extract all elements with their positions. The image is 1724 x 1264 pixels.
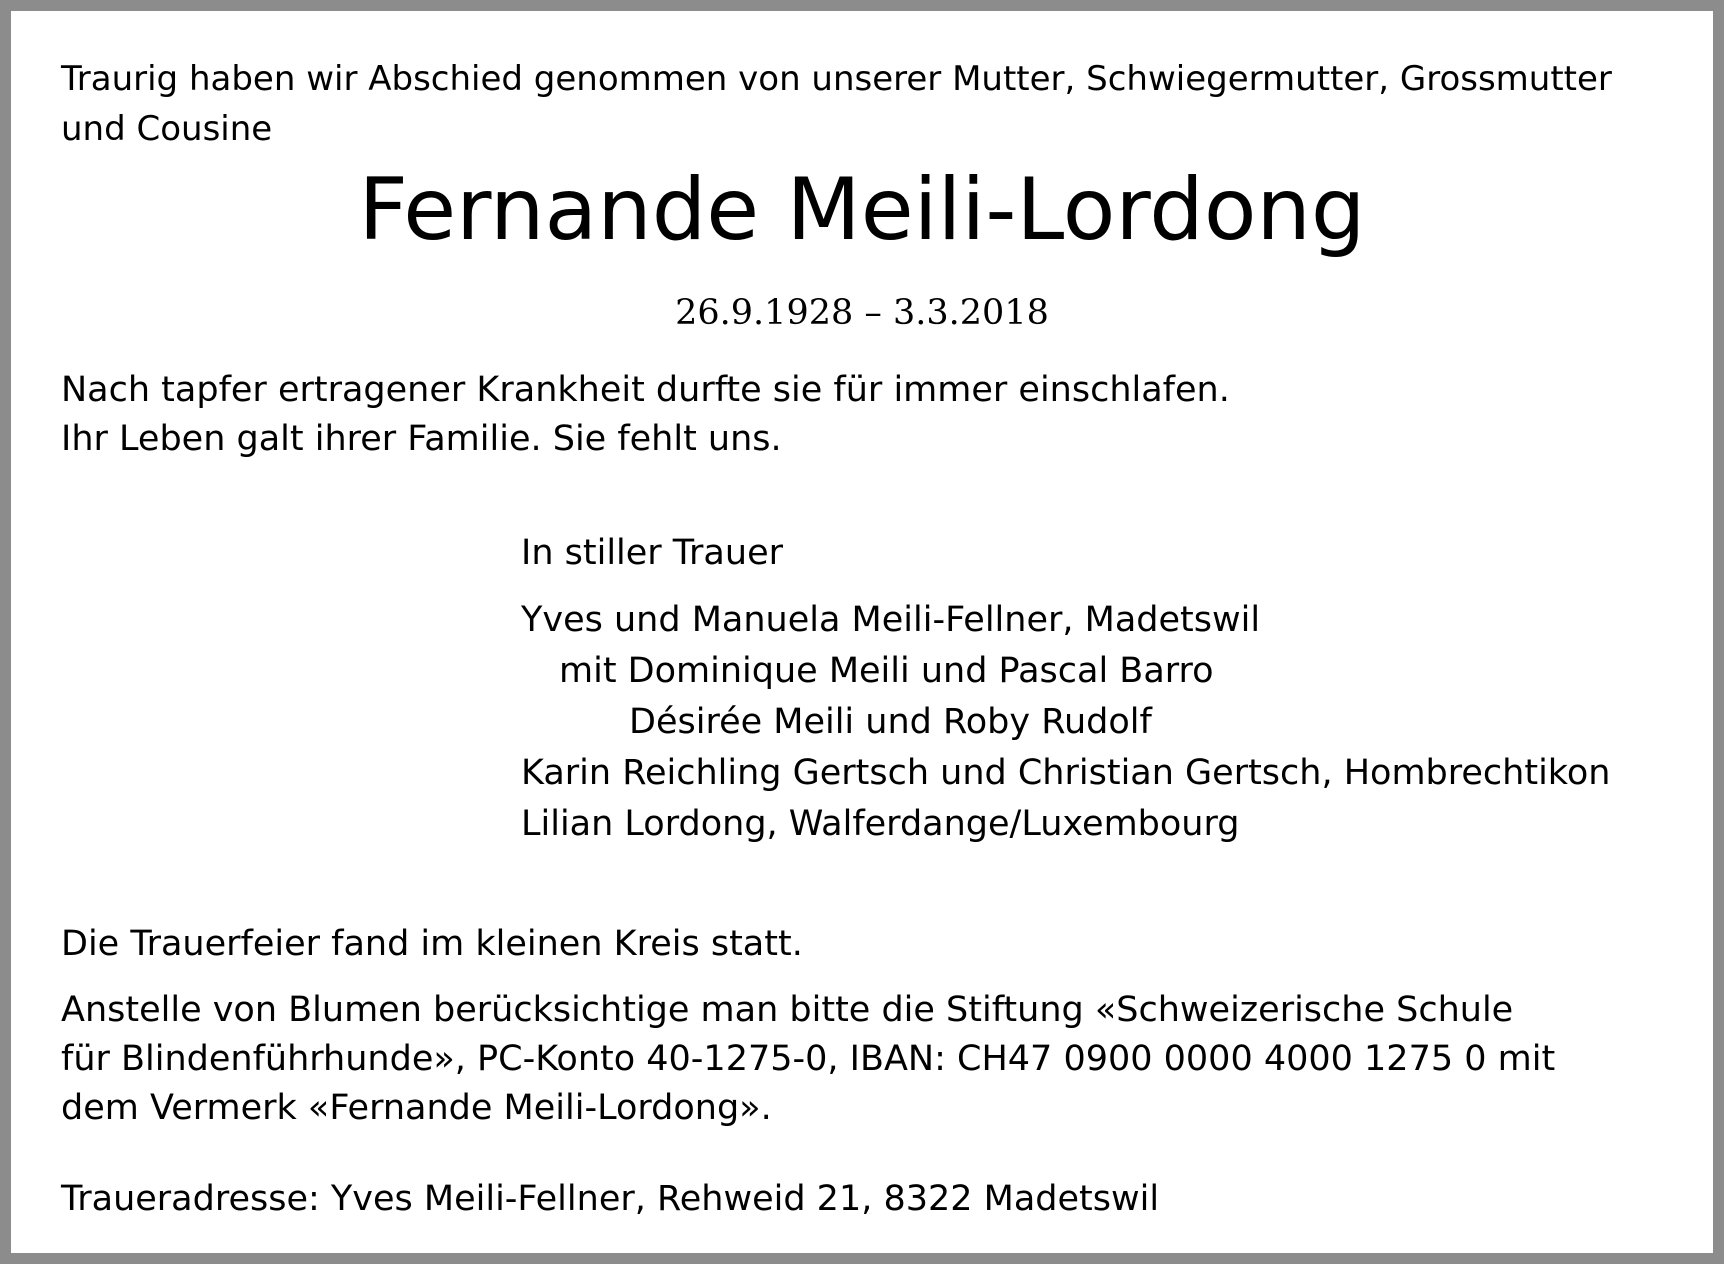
mourners-block: [521, 528, 1610, 850]
mourning-address: Traueradresse: Yves Meili-Fellner, Rehweid 21, 8322 Madetswil: [61, 1179, 1160, 1219]
ceremony-text: Die Trauerfeier fand im kleinen Kreis statt.: [61, 924, 803, 964]
mourner-line: Yves und Manuela Meili-Fellner, Madetswil: [521, 600, 1261, 640]
intro-text: Traurig haben wir Abschied genommen von unserer Mutter, Schwiegermutter, Grossmutter und Cousine: [61, 59, 1612, 149]
donation-text: Anstelle von Blumen berücksichtige man bitte die Stiftung «Schweizerische Schule für Blindenführhunde», PC-Konto 40-1275-0, IBAN: CH47 0900 0000 4000 1275 0 mit dem Vermerk «Fernande Meili-Lordong».: [61, 990, 1556, 1128]
mourner-line: Désirée Meili und Roby Rudolf: [629, 702, 1152, 742]
deceased-name: Fernande Meili-Lordong: [358, 160, 1366, 260]
mourner-line: Lilian Lordong, Walferdange/Luxembourg: [521, 804, 1240, 844]
life-dates: 26.9.1928 – 3.3.2018: [675, 293, 1049, 333]
mourning-greeting: In stiller Trauer: [521, 533, 783, 573]
mourner-line: Karin Reichling Gertsch und Christian Gertsch, Hombrechtikon: [521, 753, 1611, 793]
remembrance-text: Nach tapfer ertragener Krankheit durfte sie für immer einschlafen. Ihr Leben galt ihrer Familie. Sie fehlt uns.: [61, 370, 1230, 459]
mourner-line: mit Dominique Meili und Pascal Barro: [559, 651, 1214, 691]
